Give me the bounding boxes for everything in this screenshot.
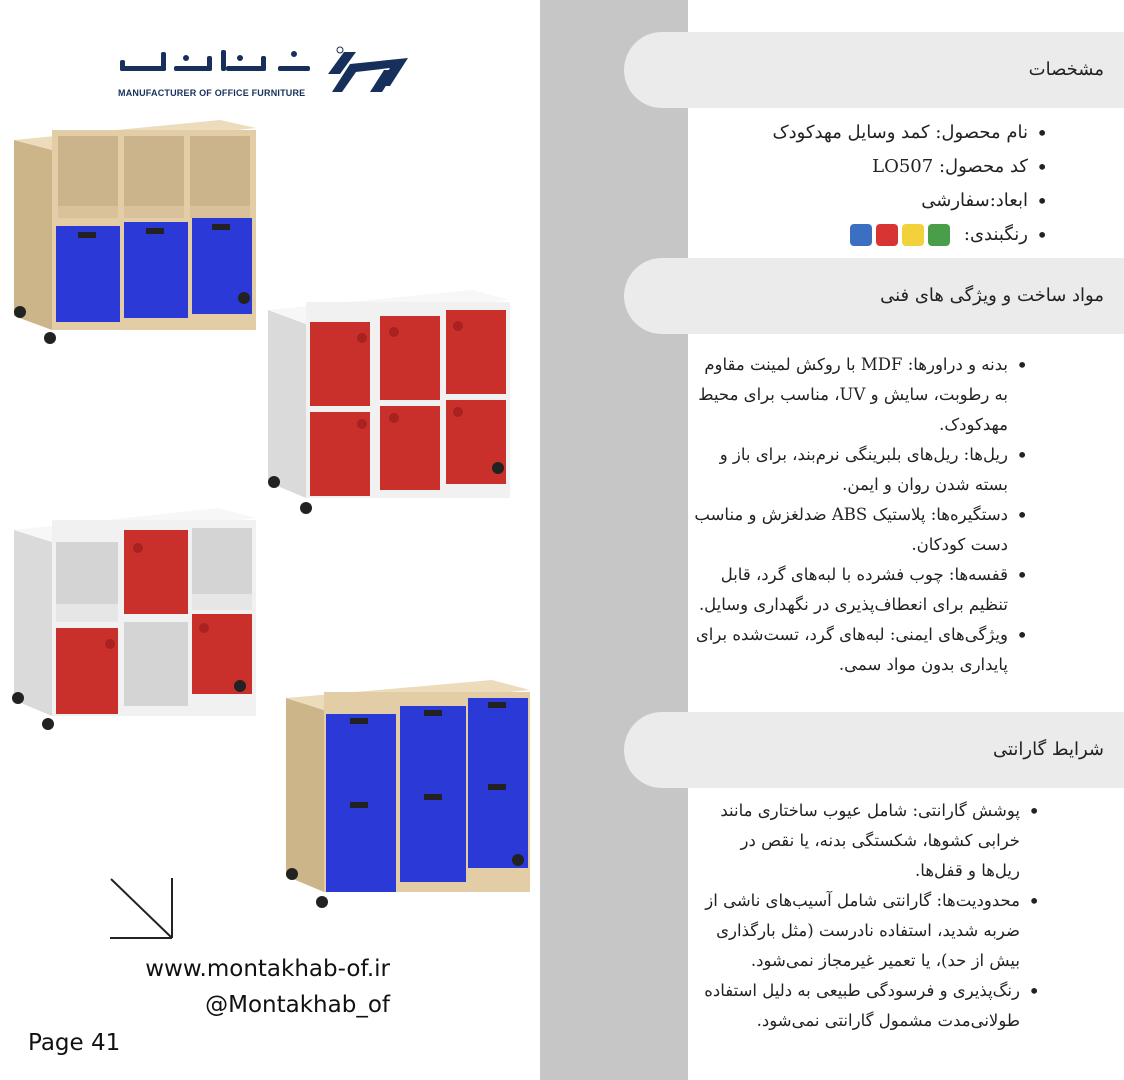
materials-list xyxy=(694,350,1030,680)
swatch-red xyxy=(876,224,898,246)
warranty-coverage: • پوشش گارانتی: شامل عیوب ساختاری مانند خرابی کشوها، شکستگی بدنه، یا نقص در ریل‌ها و قفل‌ها. xyxy=(702,796,1042,886)
specs-header xyxy=(624,32,1124,108)
spec-product-name: • نام محصول: کمد وسایل مهدکودک xyxy=(670,116,1050,150)
swatch-blue xyxy=(850,224,872,246)
warranty-header xyxy=(624,712,1124,788)
warranty-wear: • رنگ‌پذیری و فرسودگی طبیعی به دلیل استفاده طولانی‌مدت مشمول گارانتی نمی‌شود. xyxy=(702,976,1042,1036)
cabinet-beige-blue-six-drawers-image xyxy=(284,680,532,910)
color-swatches xyxy=(848,218,952,252)
material-safety: • ویژگی‌های ایمنی: لبه‌های گرد، تست‌شده برای پایداری بدون مواد سمی. xyxy=(694,620,1030,680)
materials-header xyxy=(624,258,1124,334)
social-handle[interactable]: @Montakhab_of xyxy=(205,992,390,1018)
material-rails: • ریل‌ها: ریل‌های بلبرینگی نرم‌بند، برای باز و بسته شدن روان و ایمن. xyxy=(694,440,1030,500)
brand-tagline: MANUFACTURER OF OFFICE FURNITURE xyxy=(118,88,306,98)
warranty-limitations: • محدودیت‌ها: گارانتی شامل آسیب‌های ناشی از ضربه شدید، استفاده نادرست (مثل بارگذاری بیش از حد)، یا تعمیر غیرمجاز نمی‌شود. xyxy=(702,886,1042,976)
cabinet-white-red-lockers-image xyxy=(266,290,512,518)
material-handles: • دستگیره‌ها: پلاستیک ABS ضدلغزش و مناسب دست کودکان. xyxy=(694,500,1030,560)
swatch-green xyxy=(928,224,950,246)
center-gray-strip xyxy=(540,0,688,1080)
warranty-list xyxy=(702,796,1042,1036)
specs-list xyxy=(670,116,1050,252)
website-link[interactable]: www.montakhab-of.ir xyxy=(145,956,390,982)
page-number: Page 41 xyxy=(28,1030,121,1056)
spec-colors xyxy=(670,218,1050,252)
cabinet-beige-blue-drawers-image xyxy=(12,120,258,348)
warranty-title: شرایط گارانتی xyxy=(992,739,1104,760)
spec-product-code: • کد محصول: LO507 xyxy=(670,150,1050,184)
cabinet-white-red-mixed-image xyxy=(12,508,258,736)
specs-title: مشخصات xyxy=(1028,59,1104,80)
material-body: • بدنه و دراورها: MDF با روکش لمینت مقاوم به رطوبت، سایش و UV، مناسب برای محیط مهدکودک. xyxy=(694,350,1030,440)
material-shelves: • قفسه‌ها: چوب فشرده با لبه‌های گرد، قابل تنظیم برای انعطاف‌پذیری در نگهداری وسایل. xyxy=(694,560,1030,620)
materials-title: مواد ساخت و ویژگی های فنی xyxy=(880,285,1104,306)
spec-colors-label: رنگبندی: xyxy=(963,224,1028,245)
arrow-down-right-icon xyxy=(108,876,176,942)
swatch-yellow xyxy=(902,224,924,246)
spec-dimensions: • ابعاد:سفارشی xyxy=(670,184,1050,218)
